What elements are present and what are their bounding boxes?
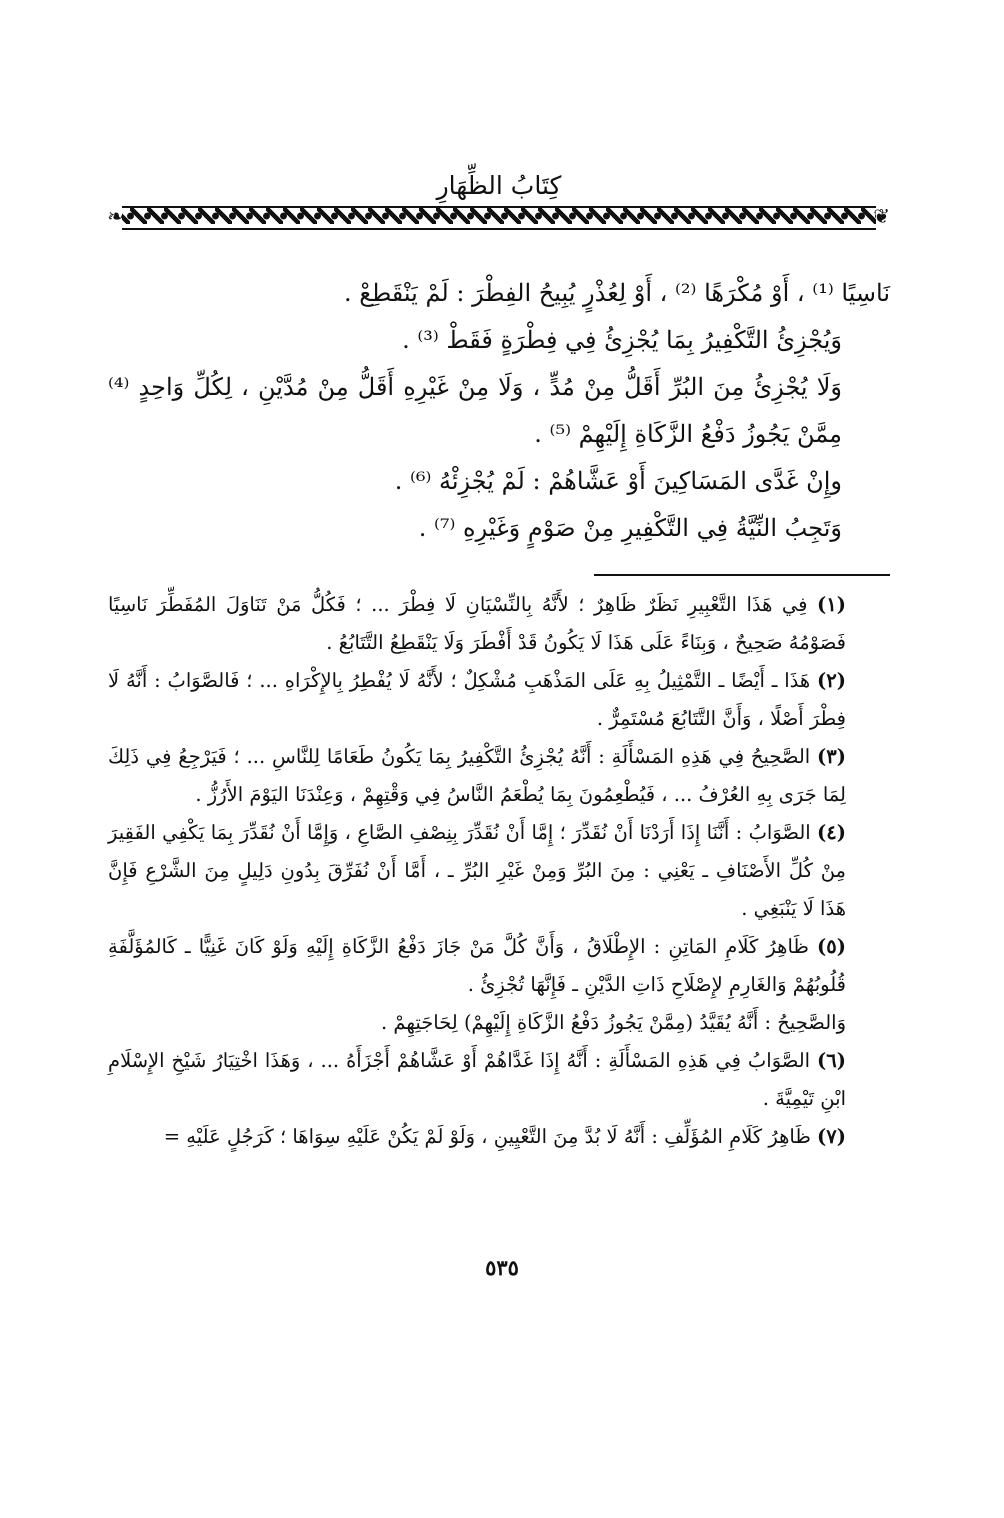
ornament-band [122,206,876,230]
footnote-text: وَالصَّحِيحُ : أَنَّهُ يُقَيَّدُ (مِمَّنْ يَجُوزُ دَفْعُ الزَّكَاةِ إِلَيْهِمْ) لِحَاجَتِهِمْ . [380,1011,846,1034]
main-paragraph: وَلَا يُجْزِئُ مِنَ البُرِّ أَقَلُّ مِنْ مُدٍّ ، وَلَا مِنْ غَيْرِهِ أَقَلُّ مِنْ مُدَّيْنِ ، لِكُلِّ وَاحِدٍ ⁽⁴⁾ مِمَّنْ يَجُوزُ دَفْعُ الزَّكَاةِ إِلَيْهِمْ ⁽⁵⁾ . [108,373,843,448]
ornament-right-icon: ❦ [873,204,890,228]
main-paragraph: وإِنْ غَدَّى المَسَاكِينَ أَوْ عَشَّاهُمْ : لَمْ يُجْزِئْهُ ⁽⁶⁾ . [394,467,842,495]
footnote [108,814,890,928]
footnote-text: الصَّوَابُ فِي هَذِهِ المَسْأَلَةِ : أَنَّهُ إِذَا غَدَّاهُمْ أَوْ عَشَّاهُمْ أَجْزَأَهُ ... ، وَهَذَا اخْتِيَارُ شَيْخِ الإِسْلَامِ ابْنِ تَيْمِيَّةَ . [108,1049,846,1110]
book-page [108,170,890,1156]
footnote-text: هَذَا ـ أَيْضًا ـ التَّمْثِيلُ بِهِ عَلَى المَذْهَبِ مُشْكِلٌ ؛ لأَنَّهُ لَا يُفْطِرُ بِالإِكْرَاهِ ... ؛ فَالصَّوَابُ : أَنَّهُ لَا فِطْرَ أَصْلًا ، وَأَنَّ التَّتَابُعَ مُسْتَمِرٌّ . [108,669,846,730]
footnote-continuation [108,1004,890,1042]
footnote-text: ظَاهِرُ كَلَامِ المُؤَلِّفِ : أَنَّهُ لَا بُدَّ مِنَ التَّعْيِينِ ، وَلَوْ لَمْ يَكُنْ عَلَيْهِ سِوَاهَا ؛ كَرَجُلٍ عَلَيْهِ = [163,1125,811,1148]
footnote-number: (١) [817,593,846,616]
ornament-left-icon: ❧ [107,204,124,228]
footnote [108,928,890,1004]
footnote-separator [594,574,890,576]
footnotes [108,586,890,1156]
header-ornament [108,206,890,230]
footnote [108,662,890,738]
footnote-number: (٣) [817,745,846,768]
footnote [108,586,890,662]
page-number: ٥٣٥ [485,1255,519,1280]
footnote-number: (٧) [817,1125,846,1148]
footnote-text: فِي هَذَا التَّعْبِيرِ نَظَرٌ ظَاهِرٌ ؛ لأَنَّهُ بِالنِّسْيَانِ لَا فِطْرَ ... ؛ فَكُلُّ مَنْ تَنَاوَلَ المُفَطِّرَ نَاسِيًا فَصَوْمُهُ صَحِيحٌ ، وَبِنَاءً عَلَى هَذَا لَا يَكُونُ قَدْ أَفْطَرَ وَلَا يَنْقَطِعُ التَّتَابُعُ . [108,593,846,654]
main-paragraph: وَيُجْزِئُ التَّكْفِيرُ بِمَا يُجْزِئُ فِي فِطْرَةٍ فَقَطْ ⁽³⁾ . [402,326,842,354]
footnote-number: (٢) [817,669,846,692]
footnote-text: الصَّحِيحُ فِي هَذِهِ المَسْأَلَةِ : أَنَّهُ يُجْزِئُ التَّكْفِيرُ بِمَا يَكُونُ طَعَامًا لِلنَّاسِ ... ؛ فَيَرْجِعُ فِي ذَلِكَ لِمَا جَرَى بِهِ العُرْفُ ... ، فَيُطْعِمُونَ بِمَا يُطْعَمُ النَّاسُ فِي وَقْتِهِمْ ، وَعِنْدَنَا اليَوْمَ الأَرُزُّ . [108,745,846,806]
main-paragraph: وَتَجِبُ النِّيَّةُ فِي التَّكْفِيرِ مِنْ صَوْمٍ وَغَيْرِهِ ⁽⁷⁾ . [418,514,842,542]
main-text [108,270,890,552]
footnote-text: ظَاهِرُ كَلَامِ المَاتِنِ : الإِطْلَاقُ ، وَأَنَّ كُلَّ مَنْ جَازَ دَفْعُ الزَّكَاةِ إِلَيْهِ وَلَوْ كَانَ غَنِيًّا ـ كَالمُؤَلَّفَةِ قُلُوبُهُمْ وَالغَارِمِ لإِصْلَاحِ ذَاتِ الدَّيْنِ ـ فَإِنَّهَا تُجْزِئُ . [108,935,846,996]
running-title: كِتَابُ الظِّهَارِ [436,171,562,200]
footnote [108,1118,890,1156]
footnote [108,1042,890,1118]
footnote-number: (٥) [817,935,846,958]
footnote-number: (٦) [817,1049,846,1072]
footnote-text: الصَّوَابُ : أَنَّنَا إِذَا أَرَدْنَا أَنْ نُقَدِّرَ ؛ إِمَّا أَنْ نُقَدِّرَ بِنِصْفِ الصَّاعِ ، وَإِمَّا أَنْ نُقَدِّرَ بِمَا يَكْفِي الفَقِيرَ مِنْ كُلِّ الأَصْنَافِ ـ يَعْنِي : مِنَ البُرِّ وَمِنْ غَيْرِ البُرِّ ـ ، أَمَّا أَنْ نُفَرِّقَ بِدُونِ دَلِيلٍ مِنَ الشَّرْعِ فَإِنَّ هَذَا لَا يَنْبَغِي . [108,821,846,920]
footnote [108,738,890,814]
main-paragraph: نَاسِيًا ⁽¹⁾ ، أَوْ مُكْرَهًا ⁽²⁾ ، أَوْ لِعُذْرٍ يُبِيحُ الفِطْرَ : لَمْ يَنْقَطِعْ . [344,279,890,307]
footnote-number: (٤) [817,821,846,844]
